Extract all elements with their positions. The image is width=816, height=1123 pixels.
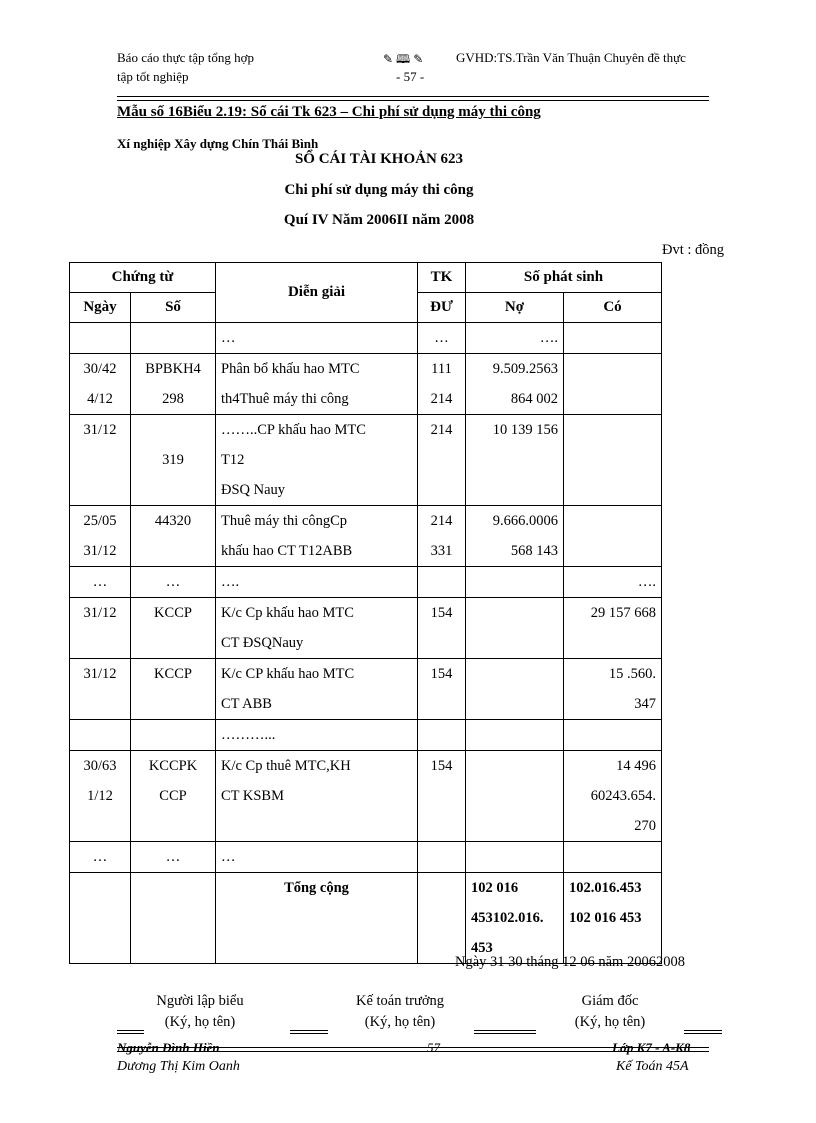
footer-class: Kế Toán 45A	[616, 1059, 689, 1074]
cell-co	[564, 506, 662, 567]
cell-so	[131, 842, 216, 873]
signature-chief-accountant-note: (Ký, họ tên)	[364, 1014, 436, 1030]
table-row	[70, 415, 662, 506]
cell-line: 31/12	[83, 666, 117, 682]
company-name: Xí nghiệp Xây dựng Chín Thái Bình	[117, 136, 319, 151]
cell-so	[131, 720, 216, 751]
cell-tk	[418, 873, 466, 964]
signature-rule	[290, 1033, 328, 1034]
date-line: Ngày 31 30 tháng 12 06 năm 20062008	[455, 954, 685, 970]
cell-line: T12	[221, 452, 245, 468]
cell-co	[564, 354, 662, 415]
cell-line: Thuê máy thi côngCp	[221, 513, 348, 529]
header-rule-bottom	[117, 100, 709, 101]
cell-ngay	[70, 720, 131, 751]
signature-rule	[290, 1030, 328, 1031]
cell-line: CT ABB	[221, 696, 272, 712]
cell-line: 31/12	[83, 605, 117, 621]
cell-line	[471, 842, 558, 872]
cell-line	[136, 323, 210, 353]
cell-line: 214	[430, 391, 453, 407]
cell-line: 864 002	[510, 391, 558, 407]
cell-line: 30/63	[83, 758, 117, 774]
cell-line: 568 143	[510, 543, 558, 559]
cell-tk	[418, 720, 466, 751]
table-row-total	[70, 873, 662, 964]
cell-co	[564, 751, 662, 842]
cell-line	[471, 598, 558, 628]
cell-co	[564, 659, 662, 720]
cell-line	[569, 506, 656, 536]
cell-line: 270	[634, 818, 656, 834]
cell-line: ….	[539, 330, 558, 346]
footer-struck-mid: 57	[427, 1040, 440, 1055]
table-row	[70, 323, 662, 354]
unit-label: Đvt : đồng	[662, 242, 725, 258]
cell-tk	[418, 842, 466, 873]
header-left-line1: Báo cáo thực tập tổng hợp	[117, 50, 255, 65]
cell-diengiai	[216, 506, 418, 567]
cell-line	[423, 720, 460, 750]
signature-preparer-role: Người lập biểu	[156, 993, 244, 1009]
cell-line: …	[165, 574, 181, 590]
header-co: Có	[564, 293, 662, 323]
page-number: - 57 -	[396, 69, 425, 84]
cell-co	[564, 720, 662, 751]
cell-line	[569, 415, 656, 445]
cell-tk	[418, 354, 466, 415]
cell-line: 14 496	[616, 758, 656, 774]
cell-line: KCCP	[154, 605, 192, 621]
cell-line: ………...	[221, 727, 276, 743]
cell-line: …	[92, 574, 108, 590]
cell-so	[131, 506, 216, 567]
cell-line	[569, 720, 656, 750]
header-tk-line2: ĐƯ	[418, 293, 466, 323]
cell-line: 10 139 156	[492, 422, 558, 438]
cell-line: K/c CP khấu hao MTC	[221, 666, 355, 682]
cell-ngay	[70, 567, 131, 598]
signature-rule	[117, 1033, 144, 1034]
signature-rule	[474, 1033, 536, 1034]
ledger-period: Quí IV Năm 2006II năm 2008	[283, 212, 475, 228]
cell-no	[466, 598, 564, 659]
cell-line: 31/12	[83, 422, 117, 438]
cell-line: 15 .560.	[608, 666, 656, 682]
cell-line: 102 016	[471, 880, 519, 896]
cell-line: 453102.016.	[471, 910, 544, 926]
cell-line	[471, 567, 558, 597]
cell-diengiai	[216, 415, 418, 506]
cell-line: 30/42	[83, 361, 117, 377]
cell-line	[471, 659, 558, 689]
footer-author: Dương Thị Kim Oanh	[117, 1059, 240, 1074]
cell-ngay	[70, 598, 131, 659]
cell-line	[136, 415, 210, 445]
cell-so	[131, 354, 216, 415]
cell-no	[466, 323, 564, 354]
cell-line: 9.666.0006	[492, 513, 558, 529]
cell-line	[136, 720, 210, 750]
cell-line: K/c Cp khấu hao MTC	[221, 605, 354, 621]
header-so: Số	[131, 293, 216, 323]
cell-diengiai	[216, 323, 418, 354]
cell-line: 214	[430, 513, 453, 529]
cell-line: 154	[430, 758, 453, 774]
cell-line	[75, 720, 125, 750]
cell-line: BPBKH4	[145, 361, 201, 377]
signature-chief-accountant-role: Kế toán trưởng	[355, 993, 444, 1009]
signature-director-role: Giám đốc	[581, 993, 639, 1009]
cell-no	[466, 567, 564, 598]
cell-line: Phân bổ khấu hao MTC	[221, 361, 360, 377]
table-row	[70, 720, 662, 751]
cell-tk	[418, 567, 466, 598]
cell-line: ….	[221, 574, 240, 590]
total-label	[216, 873, 418, 964]
cell-tk	[418, 506, 466, 567]
cell-line	[569, 354, 656, 384]
table-row	[70, 354, 662, 415]
cell-tk	[418, 659, 466, 720]
cell-line	[423, 567, 460, 597]
signature-rule	[684, 1030, 722, 1031]
footer-rule	[117, 1047, 709, 1048]
cell-no	[466, 659, 564, 720]
cell-no	[466, 506, 564, 567]
cell-co	[564, 598, 662, 659]
header-tk-line1: TK	[418, 263, 466, 293]
cell-line: th4Thuê máy thi công	[221, 391, 349, 407]
signature-preparer-note: (Ký, họ tên)	[164, 1014, 236, 1030]
header-ngay: Ngày	[70, 293, 131, 323]
cell-line: 319	[162, 452, 184, 468]
cell-ngay	[70, 354, 131, 415]
cell-tk	[418, 598, 466, 659]
cell-line: 298	[162, 391, 184, 407]
cell-line: 29 157 668	[590, 605, 656, 621]
header-sophatsinh: Số phát sinh	[466, 263, 662, 293]
cell-so	[131, 415, 216, 506]
cell-co	[564, 842, 662, 873]
signature-rule	[474, 1030, 536, 1031]
cell-line: …	[434, 330, 449, 346]
table-row	[70, 659, 662, 720]
cell-line: …	[221, 849, 236, 865]
signature-rule	[684, 1033, 722, 1034]
cell-line: 347	[634, 696, 656, 712]
cell-line: 9.509.2563	[492, 361, 558, 377]
cell-line: CCP	[159, 788, 187, 804]
form-title: Mẫu số 16Biểu 2.19: Sổ cái Tk 623 – Chi phí sử dụng máy thi công	[117, 104, 541, 120]
cell-ngay	[70, 506, 131, 567]
cell-ngay	[70, 873, 131, 964]
cell-line: 31/12	[83, 543, 117, 559]
cell-line	[569, 323, 656, 353]
total-no	[466, 873, 564, 964]
cell-no	[466, 354, 564, 415]
cell-diengiai	[216, 842, 418, 873]
cell-so	[131, 323, 216, 354]
signature-rule	[117, 1030, 144, 1031]
cell-diengiai	[216, 354, 418, 415]
cell-line: K/c Cp thuê MTC,KH	[221, 758, 351, 774]
ledger-table	[69, 262, 662, 964]
cell-tk	[418, 415, 466, 506]
cell-line: 331	[430, 543, 453, 559]
header-ornament-icon: ✎ 🕮 ✎	[383, 52, 424, 66]
cell-ngay	[70, 323, 131, 354]
cell-line: ……..CP khấu hao MTC	[221, 422, 366, 438]
cell-line: 154	[430, 666, 453, 682]
cell-line	[423, 842, 460, 872]
cell-so	[131, 598, 216, 659]
cell-co	[564, 323, 662, 354]
cell-line: khấu hao CT T12ABB	[221, 543, 353, 559]
cell-diengiai	[216, 567, 418, 598]
cell-so	[131, 751, 216, 842]
cell-no	[466, 842, 564, 873]
cell-line: 60243.654.	[590, 788, 656, 804]
cell-line: …	[92, 849, 108, 865]
table-row	[70, 842, 662, 873]
cell-line	[75, 323, 125, 353]
cell-line	[471, 751, 558, 781]
cell-no	[466, 415, 564, 506]
cell-line: KCCP	[154, 666, 192, 682]
cell-line: …	[165, 849, 181, 865]
cell-line: 1/12	[87, 788, 113, 804]
header-no: Nợ	[466, 293, 564, 323]
cell-line: …	[221, 330, 236, 346]
cell-line: 44320	[154, 513, 192, 529]
ledger-title: SỔ CÁI TÀI KHOẢN 623	[294, 151, 464, 167]
header-right: GVHD:TS.Trần Văn Thuận Chuyên đề thực	[456, 50, 686, 65]
cell-line: 4/12	[87, 391, 113, 407]
total-label-text: Tổng cộng	[284, 880, 349, 896]
table-row	[70, 506, 662, 567]
footer-rule	[117, 1051, 709, 1052]
table-row	[70, 567, 662, 598]
cell-so	[131, 659, 216, 720]
table-row	[70, 751, 662, 842]
cell-line: 214	[430, 422, 453, 438]
cell-no	[466, 720, 564, 751]
cell-diengiai	[216, 659, 418, 720]
cell-so	[131, 567, 216, 598]
cell-line: 453	[471, 940, 493, 956]
cell-line	[471, 720, 558, 750]
cell-so	[131, 873, 216, 964]
cell-line: CT ĐSQNauy	[221, 635, 304, 651]
cell-tk	[418, 323, 466, 354]
cell-ngay	[70, 659, 131, 720]
cell-line: 154	[430, 605, 453, 621]
cell-line: 102 016 453	[569, 910, 642, 926]
cell-diengiai	[216, 751, 418, 842]
header-chungtu: Chứng từ	[70, 263, 216, 293]
header-rule-top	[117, 96, 709, 97]
cell-ngay	[70, 415, 131, 506]
cell-line: 25/05	[83, 513, 117, 529]
total-co	[564, 873, 662, 964]
cell-no	[466, 751, 564, 842]
cell-ngay	[70, 751, 131, 842]
cell-line: 102.016.453	[569, 880, 642, 896]
header-left-line2: tập tốt nghiệp	[117, 69, 189, 84]
cell-line: CT KSBM	[221, 788, 284, 804]
footer-struck-right: Lớp K7 - A-K8	[612, 1040, 691, 1055]
cell-ngay	[70, 842, 131, 873]
cell-line: 111	[431, 361, 452, 377]
cell-line: ….	[637, 574, 656, 590]
header-diengiai: Diễn giải	[216, 263, 418, 323]
cell-line	[569, 842, 656, 872]
ledger-subtitle: Chi phí sử dụng máy thi công	[284, 182, 474, 198]
cell-co	[564, 567, 662, 598]
cell-diengiai	[216, 720, 418, 751]
cell-diengiai	[216, 598, 418, 659]
footer-struck-left: Nguyễn Đình Hiền	[117, 1040, 220, 1055]
table-row	[70, 598, 662, 659]
signature-director-note: (Ký, họ tên)	[574, 1014, 646, 1030]
cell-line: ĐSQ Nauy	[221, 482, 286, 498]
cell-co	[564, 415, 662, 506]
cell-line: KCCPK	[148, 758, 198, 774]
cell-tk	[418, 751, 466, 842]
